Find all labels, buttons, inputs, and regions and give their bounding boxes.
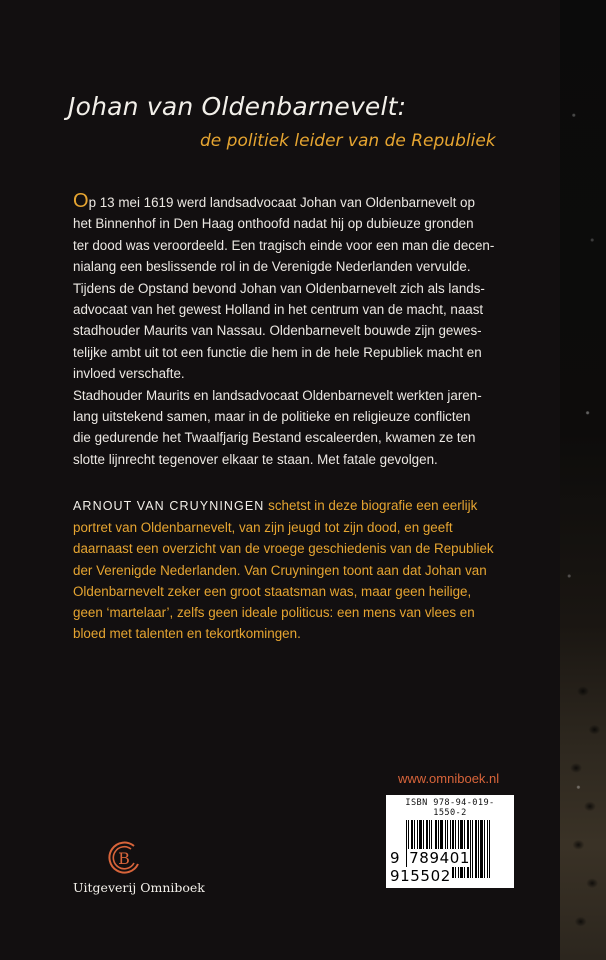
blurb-line: slotte lijnrecht tegenover elkaar te staan. Met fatale gevolgen.: [73, 451, 438, 467]
drop-cap: O: [73, 190, 89, 212]
author-line: Oldenbarnevelt zeker een groot staatsman was, maar geen heilige,: [73, 583, 472, 599]
author-name: ARNOUT VAN CRUYNINGEN: [73, 499, 265, 513]
blurb-line: telijke ambt uit tot een functie die hem in de hele Republiek macht en: [73, 344, 482, 360]
blurb-line: Stadhouder Maurits en landsadvocaat Oldenbarnevelt werkten jaren-: [73, 387, 482, 403]
painting-texture-strip: [560, 0, 606, 960]
author-description: [73, 495, 493, 644]
book-title: Johan van Oldenbarnevelt:: [68, 92, 407, 121]
author-line: [73, 495, 493, 517]
isbn-label: ISBN 978-94-019-1550-2: [405, 798, 495, 818]
ean-first-digit: 9: [390, 849, 401, 867]
author-line: der Verenigde Nederlanden. Van Cruyningen toont aan dat Johan van: [73, 562, 487, 578]
book-subtitle: de politiek leider van de Republiek: [200, 131, 496, 151]
omniboek-logo-icon: [104, 838, 144, 878]
author-line: portret van Oldenbarnevelt, van zijn jeugd tot zijn dood, en geeft: [73, 520, 453, 536]
blurb-line: advocaat van het gewest Holland in het centrum van de macht, naast: [73, 302, 484, 318]
ean-number: [390, 849, 514, 885]
blurb-line: invloed verschafte.: [73, 366, 185, 382]
publisher-website[interactable]: www.omniboek.nl: [398, 771, 500, 786]
blurb-line: [73, 191, 483, 213]
blurb-line: die gedurende het Twaalfjarig Bestand escaleerden, kwamen ze ten: [73, 430, 476, 446]
author-line: daarnaast een overzicht van de vroege geschiedenis van de Republiek: [73, 541, 494, 557]
blurb-line: lang uitstekend samen, maar in de politieke en religieuze conflicten: [73, 409, 471, 425]
blurb-line: nialang een beslissende rol in de Verenigde Nederlanden vervulde.: [73, 259, 471, 275]
publisher-name: Uitgeverij Omniboek: [73, 880, 205, 895]
blurb-line: Tijdens de Opstand bevond Johan van Oldenbarnevelt zich als lands-: [73, 280, 485, 296]
blurb-text: [73, 190, 495, 470]
blurb-line: het Binnenhof in Den Haag onthoofd nadat hij op dubieuze gronden: [73, 216, 474, 232]
blurb-line: ter dood was veroordeeld. Een tragisch einde voor een man die decen-: [73, 237, 495, 253]
author-line: geen ‘martelaar’, zelfs geen ideale politicus: een mens van vlees en: [73, 605, 475, 621]
isbn-barcode: [386, 795, 514, 888]
blurb-line: stadhouder Maurits van Nassau. Oldenbarnevelt bouwde zijn gewes-: [73, 323, 482, 339]
blurb-line-text: p 13 mei 1619 werd landsadvocaat Johan van Oldenbarnevelt op: [88, 195, 475, 210]
author-line-text: schetst in deze biografie een eerlijk: [264, 498, 478, 513]
svg-text:B: B: [118, 849, 130, 868]
author-line: bloed met talenten en tekortkomingen.: [73, 626, 301, 642]
ean-digits: 789401 915502: [390, 849, 471, 885]
